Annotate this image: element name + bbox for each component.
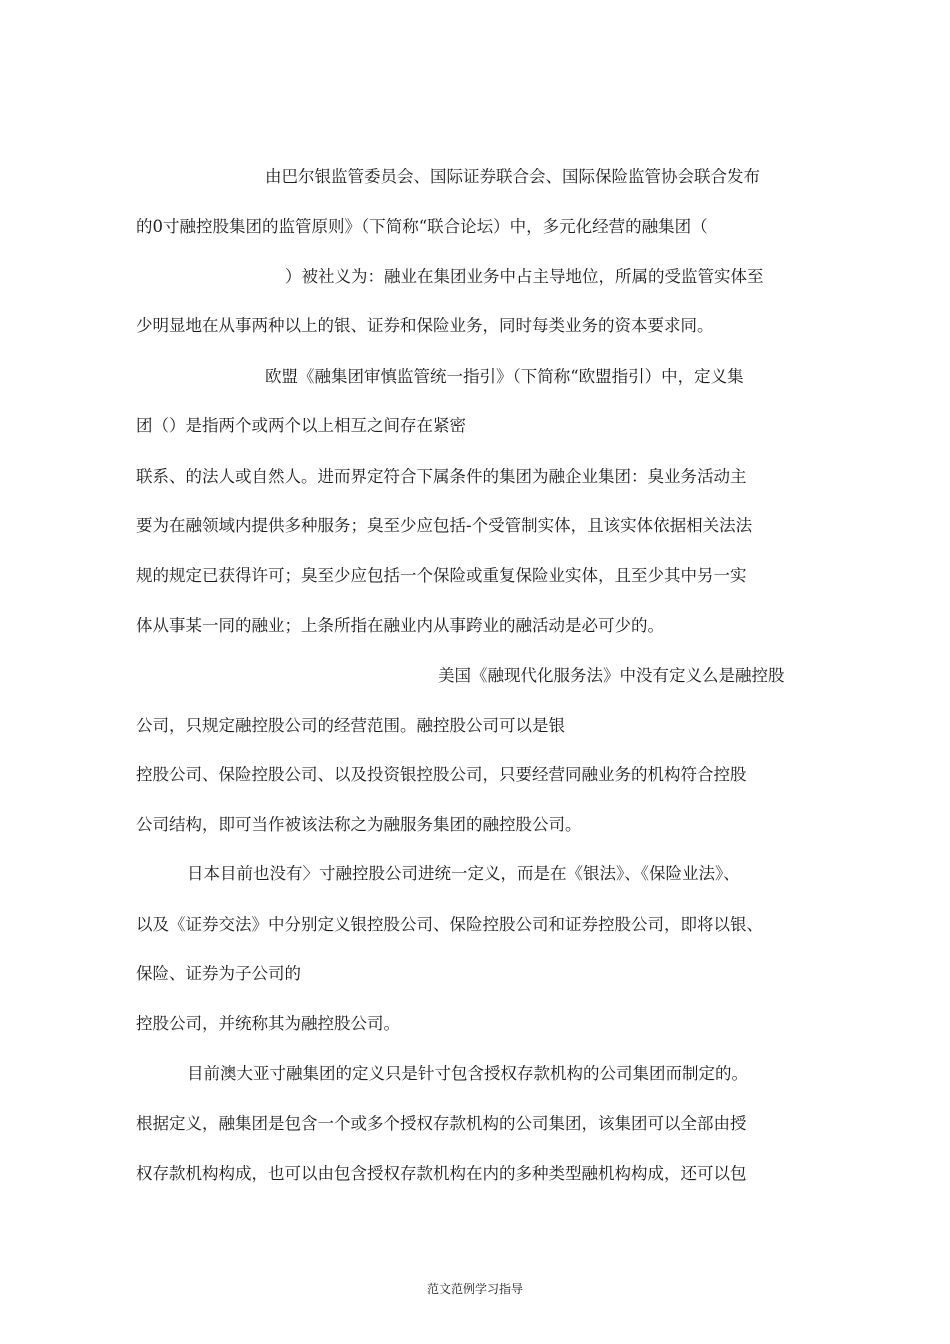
paragraph-4-line-4: 控股公司，并统称其为融控股公司。 bbox=[136, 1014, 400, 1033]
paragraph-2-line-5: 规的规定已获得许可；臭至少应包括一个保险或重复保险业实体，且至少其中另一实 bbox=[136, 566, 747, 585]
paragraph-5-line-2: 根据定义，融集团是包含一个或多个授权存款机构的公司集团，该集团可以全部由授 bbox=[136, 1114, 747, 1133]
paragraph-1-line-2: 的0寸融控股集团的监管原则》（下简称“联合论坛）中，多元化经营的融集团（ bbox=[136, 217, 708, 236]
paragraph-3-line-2: 公司，只规定融控股公司的经营范围。融控股公司可以是银 bbox=[136, 716, 565, 735]
paragraph-5-line-1: 目前澳大亚寸融集团的定义只是针寸包含授权存款机构的公司集团而制定的。 bbox=[187, 1064, 748, 1083]
paragraph-2-line-4: 要为在融领域内提供多种服务；臭至少应包括-个受管制实体，且该实体依据相关法法 bbox=[136, 516, 753, 535]
paragraph-2-line-2: 团（）是指两个或两个以上相互之间存在紧密 bbox=[136, 416, 466, 435]
paragraph-1-line-1: 由巴尔银监管委员会、国际证券联合会、国际保险监管协会联合发布 bbox=[265, 167, 760, 186]
paragraph-4-line-1: 日本目前也没有〉寸融控股公司进统一定义，而是在《银法》、《保险业法》、 bbox=[187, 864, 740, 883]
paragraph-4-line-3: 保险、证券为子公司的 bbox=[136, 964, 301, 983]
paragraph-2-line-1: 欧盟《融集团审慎监管统一指引》（下简称“欧盟指引）中，定义集 bbox=[265, 367, 744, 386]
paragraph-5-line-3: 权存款机构构成，也可以由包含授权存款机构在内的多种类型融机构构成，还可以包 bbox=[136, 1164, 747, 1183]
paragraph-2-line-6: 体从事某一同的融业；上条所指在融业内从事跨业的融活动是必可少的。 bbox=[136, 616, 664, 635]
page-footer: 范文范例学习指导 bbox=[426, 1282, 523, 1296]
paragraph-2-line-3: 联系、的法人或自然人。进而界定符合下属条件的集团为融企业集团：臭业务活动主 bbox=[136, 467, 747, 486]
paragraph-3-line-1: 美国《融现代化服务法》中没有定义么是融控股 bbox=[438, 666, 785, 685]
paragraph-4-line-2: 以及《证券交法》中分别定义银控股公司、保险控股公司和证券控股公司，即将以银、 bbox=[136, 915, 763, 934]
paragraph-1-line-4: 少明显地在从事两种以上的银、证券和保险业务，同时每类业务的资本要求同。 bbox=[136, 316, 714, 335]
paragraph-3-line-3: 控股公司、保险控股公司、以及投资银控股公司，只要经营同融业务的机构符合控股 bbox=[136, 765, 747, 784]
paragraph-1-line-3: ）被社义为：融业在集团业务中占主导地位，所属的受监管实体至 bbox=[285, 267, 764, 286]
paragraph-3-line-4: 公司结构，即可当作被该法称之为融服务集团的融控股公司。 bbox=[136, 815, 582, 834]
